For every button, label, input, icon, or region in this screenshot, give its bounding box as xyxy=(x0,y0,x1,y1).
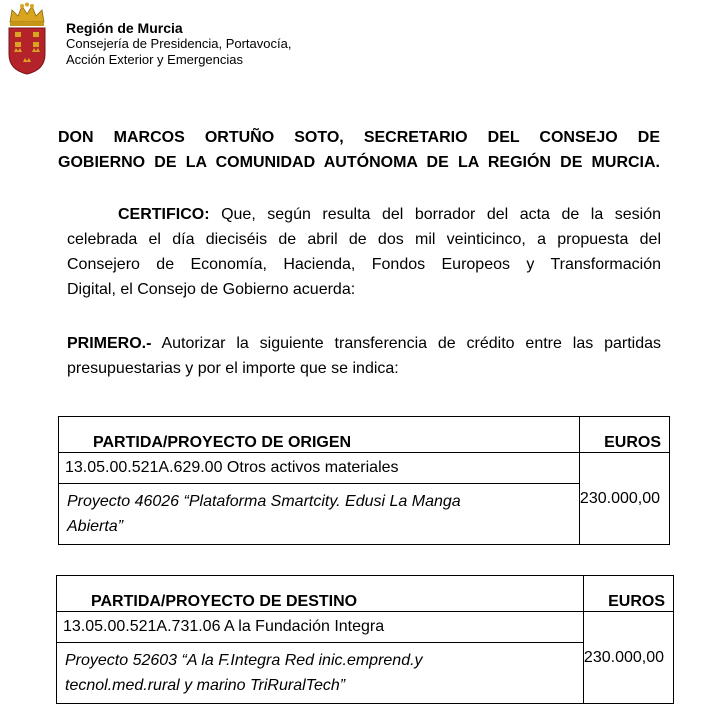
primero-paragraph xyxy=(67,331,661,381)
document-title-line1: DON MARCOS ORTUÑO SOTO, SECRETARIO DEL CONSEJO DE xyxy=(58,129,660,146)
document-title-line2: GOBIERNO DE LA COMUNIDAD AUTÓNOMA DE LA REGIÓN DE MURCIA. xyxy=(58,154,660,171)
certifico-paragraph xyxy=(67,202,661,302)
certifico-line3: Consejero de Economía, Hacienda, Fondos Europeos y Transformación xyxy=(67,256,661,273)
org-name: Región de Murcia xyxy=(66,20,183,36)
origin-budget-table xyxy=(58,416,670,545)
table-header-row xyxy=(57,576,674,612)
region-murcia-crest xyxy=(6,2,48,76)
primero-line2: presupuestarias y por el importe que se indica: xyxy=(67,360,399,377)
destination-amount: 230.000,00 xyxy=(583,612,673,704)
destination-header-euros: EUROS xyxy=(583,576,673,612)
origin-proyecto xyxy=(59,484,580,545)
table-row xyxy=(59,453,670,484)
primero-label: PRIMERO.- xyxy=(67,335,152,352)
origin-partida: 13.05.00.521A.629.00 Otros activos materiales xyxy=(59,453,580,484)
certifico-label: CERTIFICO: xyxy=(118,206,210,223)
destination-header-label: PARTIDA/PROYECTO DE DESTINO xyxy=(57,576,584,612)
origin-proyecto-line2: Abierta” xyxy=(67,518,124,535)
destination-proyecto xyxy=(57,643,584,704)
destination-partida: 13.05.00.521A.731.06 A la Fundación Integra xyxy=(57,612,584,643)
certifico-line2: celebrada el día dieciséis de abril de dos mil veinticinco, a propuesta del xyxy=(67,231,661,248)
destination-budget-table xyxy=(56,575,674,704)
origin-proyecto-line1: Proyecto 46026 “Plataforma Smartcity. Edusi La Manga xyxy=(67,493,461,510)
organization-header xyxy=(66,20,291,68)
destination-proyecto-line2: tecnol.med.rural y marino TriRuralTech” xyxy=(65,677,346,694)
origin-header-label: PARTIDA/PROYECTO DE ORIGEN xyxy=(59,417,580,453)
destination-proyecto-line1: Proyecto 52603 “A la F.Integra Red inic.emprend.y xyxy=(65,652,423,669)
org-department-line2: Acción Exterior y Emergencias xyxy=(66,52,244,67)
table-row xyxy=(57,643,674,704)
certifico-line1: Que, según resulta del borrador del acta de la sesión xyxy=(221,206,662,223)
origin-header-euros: EUROS xyxy=(579,417,669,453)
org-department-line1: Consejería de Presidencia, Portavocía, xyxy=(66,36,292,51)
origin-amount: 230.000,00 xyxy=(579,453,669,545)
primero-line1: Autorizar la siguiente transferencia de crédito entre las partidas xyxy=(161,335,661,352)
table-row xyxy=(59,484,670,545)
table-header-row xyxy=(59,417,670,453)
table-row xyxy=(57,612,674,643)
crest-icon xyxy=(6,2,48,76)
certifico-line4: Digital, el Consejo de Gobierno acuerda: xyxy=(67,281,356,298)
